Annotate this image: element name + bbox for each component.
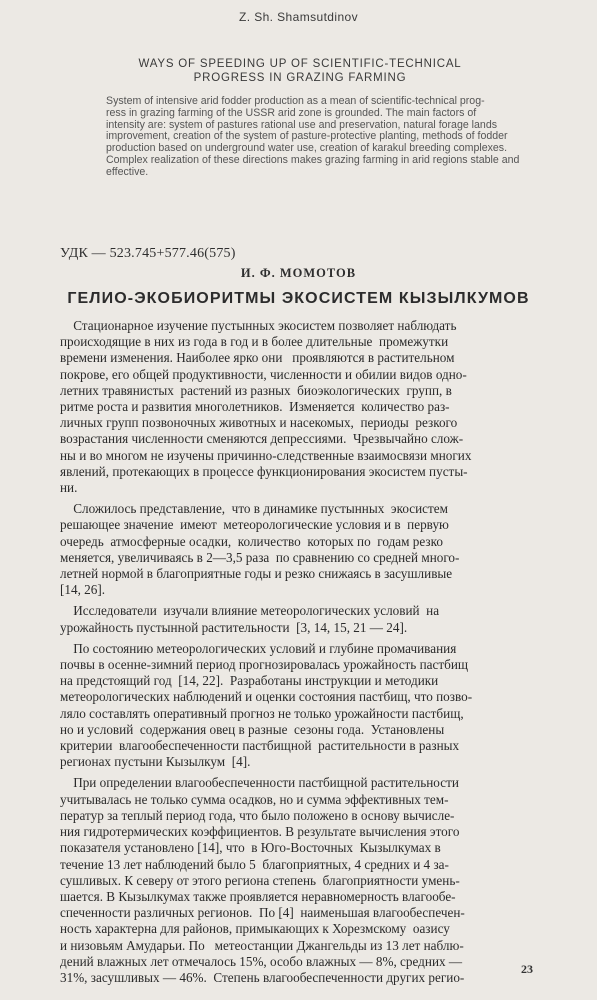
body-text-line: на предстоящий год [14, 22]. Разработаны инструкции и методики [60, 673, 439, 689]
body-text-line: сушливых. К северу от этого региона степень благоприятности умень- [60, 872, 460, 888]
body-text-line: но и условий содержания овец в разные сезоны года. Установлены [60, 721, 445, 737]
body-text-line: регионах пустыни Кызылкум [4]. [60, 754, 251, 770]
body-text-line: спеченности различных регионов. По [4] наименьшая влагообеспечен- [60, 905, 465, 921]
abstract-line: production based on underground water use, creation of karakul breeding complexes. [106, 142, 508, 155]
body-text-line: Исследователи изучали влияние метеорологических условий на [60, 603, 440, 619]
body-text-line: явлений, протекающих в процессе функционирования экосистем пусты- [60, 463, 468, 479]
abstract-line: improvement, creation of the system of pasture-protective planting, methods of fodder [106, 130, 508, 143]
body-text-line: очередь атмосферные осадки, количество которых по годам резко [60, 533, 443, 549]
body-text-line: летней нормой в благоприятные годы и резко снижаясь в засушливые [60, 566, 453, 582]
body-text-line: ность характерна для районов, примыкающих к Хорезмскому оазису [60, 921, 450, 937]
abstract-line: System of intensive arid fodder production as a mean of scientific-technical prog- [106, 95, 485, 107]
body-text-line: личных групп позвоночных животных и насекомых, периоды резкого [60, 415, 458, 431]
body-text-line: ния гидротермических коэффициентов. В результате вычисления этого [60, 824, 460, 840]
abstract-line: Complex realization of these directions makes grazing farming in arid regions stable and [106, 153, 520, 166]
page-number: 23 [521, 962, 533, 976]
body-text-line: учитывалась не только сумма осадков, но и сумма эффективных тем- [60, 791, 449, 807]
body-text-line: времени изменения. Наиболее ярко они проявляются в растительном [60, 350, 455, 366]
body-text-line: ны и во многом не изучены причинно-следственные взаимосвязи многих [60, 447, 472, 463]
body-text-line: ператур за теплый период года, что было положено в основу вычисле- [60, 807, 455, 823]
body-text-line: летних травянистых растений из разных биоэкологических групп, в [60, 382, 452, 398]
body-text-line: решающее значение имеют метеорологические условия и в первую [60, 517, 449, 533]
body-text-line: шается. В Кызылкумах также проявляется неравномерность влагообе- [60, 888, 456, 904]
body-text-line: и низовьям Амударьи. По метеостанции Джангельды из 13 лет наблю- [60, 937, 464, 953]
body-text-line: При определении влагообеспеченности пастбищной растительности [60, 775, 459, 791]
body-text-line: критерии влагообеспеченности пастбищной растительности в разных [60, 738, 460, 754]
body-text-line: ляло составлять оперативный прогноз не только урожайности пастбищ, [60, 705, 464, 721]
english-title-line: PROGRESS IN GRAZING FARMING [193, 72, 407, 84]
body-text-line: метеорологических наблюдений и оценки состояния пастбищ, что позво- [60, 689, 473, 705]
russian-article-author: И. Ф. МОМОТОВ [240, 266, 357, 280]
english-title-line: WAYS OF SPEEDING UP OF SCIENTIFIC-TECHNICAL [138, 58, 462, 70]
body-text-line: меняется, увеличиваясь в 2—3,5 раза по сравнению со средней много- [60, 549, 460, 565]
abstract-line: effective. [106, 165, 149, 178]
english-article-title [60, 57, 540, 85]
body-text-line: ни. [60, 480, 78, 496]
body-text-line: почвы в осенне-зимний период прогнозировалась урожайность пастбищ [60, 657, 469, 673]
running-header-author: Z. Sh. Shamsutdinov [239, 10, 358, 24]
body-text-line: урожайность пустынной растительности [3, 14, 15, 21 — 24]. [60, 619, 408, 635]
body-text-line: [14, 26]. [60, 582, 106, 598]
udc-code: УДК — 523.745+577.46(575) [60, 246, 236, 261]
abstract-line: ress in grazing farming of the USSR arid zone is grounded. The main factors of [106, 106, 477, 119]
body-text-line: 31%, засушливых — 46%. Степень влагообеспеченности других регио- [60, 969, 465, 985]
abstract-line: intensity are: system of pastures rational use and preservation, natural forage lands [106, 118, 498, 131]
body-text-line: Стационарное изучение пустынных экосистем позволяет наблюдать [60, 318, 457, 333]
body-text-line: течение 13 лет наблюдений было 5 благоприятных, 4 средних и 4 за- [60, 856, 449, 872]
english-abstract [106, 96, 526, 179]
body-text-line: покрове, его общей продуктивности, численности и обилии видов одно- [60, 366, 467, 382]
body-text-line: Сложилось представление, что в динамике пустынных экосистем [60, 501, 448, 517]
article-body [60, 318, 550, 986]
body-text-line: возрастания численности сменяются депрессиями. Чрезвычайно слож- [60, 431, 464, 447]
body-text-line: ритме роста и развития многолетников. Изменяется количество раз- [60, 399, 450, 415]
body-text-line: показателя установлено [14], что в Юго-Восточных Кызылкумах в [60, 840, 441, 856]
russian-article-title: ГЕЛИО-ЭКОБИОРИТМЫ ЭКОСИСТЕМ КЫЗЫЛКУМОВ [67, 290, 530, 307]
body-text-line: По состоянию метеорологических условий и глубине промачивания [60, 640, 457, 656]
body-text-line: дений влажных лет отмечалось 15%, особо влажных — 8%, средних — [60, 953, 463, 969]
body-text-line: происходящие в них из года в год и в более длительные промежутки [60, 334, 449, 350]
